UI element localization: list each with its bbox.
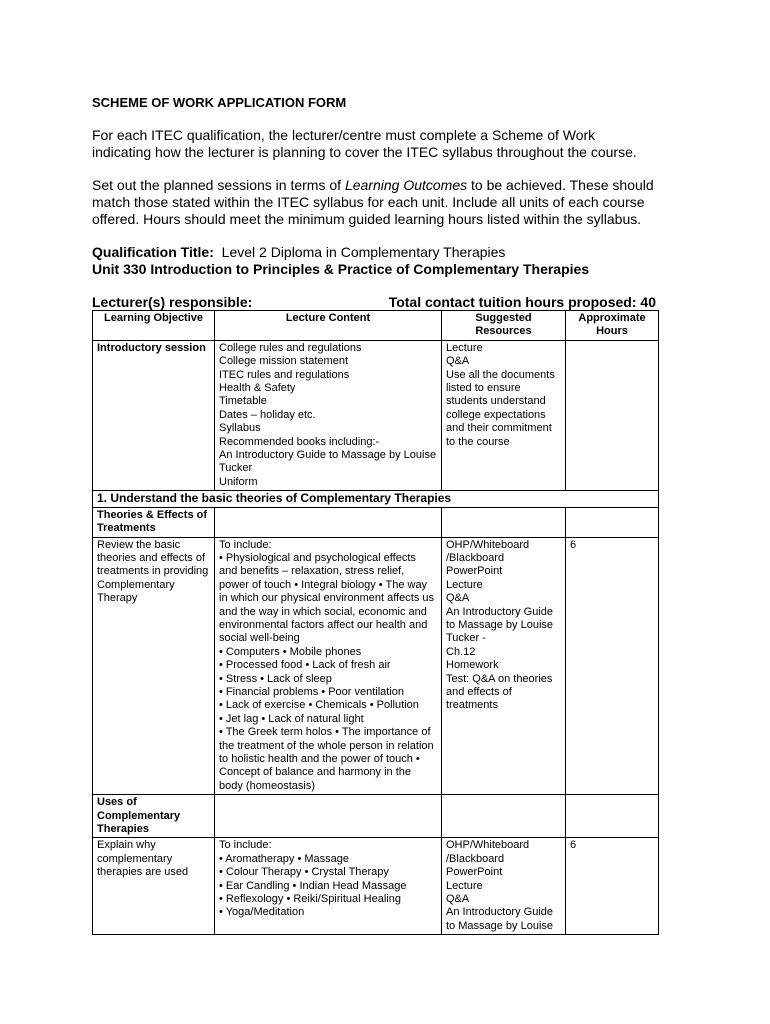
table-row [93,795,659,838]
uses-resources [442,838,566,935]
list-item: Q&A [446,592,470,605]
lecturer-label: Lecturer(s) responsible: [92,294,253,310]
list-item: • Reflexology • Reiki/Spiritual Healing [219,893,401,906]
list-item: • The Greek term holos • The importance of the treatment of the whole person in relation to holistic health and the power of touch • Concept of balance and harmony in the body (homeostasis) [219,726,434,792]
list-item: An Introductory Guide to Massage by Louise Tucker [219,449,437,475]
lecturer-line [92,294,658,310]
list-item: • Aromatherapy • Massage [219,852,349,865]
theories-objective: Review the basic theories and effects of treatments in providing Complementary Therapy [93,537,215,795]
list-item: • Lack of exercise • Chemicals • Pollution [219,699,419,712]
list-item: Q&A [446,355,470,368]
list-item: Homework [446,659,499,672]
list-item: Lecture [446,879,483,892]
header-suggested-resources: Suggested Resources [442,311,566,341]
instructions-text-b: to be achieved. These should match those stated within the ITEC syllabus for each unit. Include all units of each course offered. Hours should meet the minimum guided learning hours listed within the syllabus. [92,177,654,227]
list-item: Dates – holiday etc. [219,408,316,421]
table-row [93,838,659,935]
theories-hours: 6 [566,537,659,795]
list-item: To include: [219,538,272,551]
unit-title: Unit 330 Introduction to Principles & Practice of Complementary Therapies [92,261,590,277]
list-item: Lecture [446,341,483,354]
intro-paragraph: For each ITEC qualification, the lecturer/centre must complete a Scheme of Work indicating how the lecturer is planning to cover the ITEC syllabus throughout the course. [92,127,637,160]
qualification-value: Level 2 Diploma in Complementary Therapies [221,244,506,260]
list-item: PowerPoint [446,866,503,879]
list-item: College mission statement [219,355,349,368]
table-row [93,340,659,490]
list-item: Syllabus [219,422,261,435]
intro-hours [566,340,659,490]
form-title: SCHEME OF WORK APPLICATION FORM [92,95,347,110]
list-item: • Ear Candling • Indian Head Massage [219,879,407,892]
empty-cell [215,795,442,838]
list-item: • Stress • Lack of sleep [219,672,332,685]
empty-cell [215,507,442,537]
list-item: Lecture [446,578,483,591]
list-item: To include: [219,839,272,852]
uses-objective: Explain why complementary therapies are used [93,838,215,935]
list-item: Recommended books including:- [219,435,380,448]
list-item: • Colour Therapy • Crystal Therapy [219,866,389,879]
document-page [92,95,658,935]
uses-hours: 6 [566,838,659,935]
list-item: College rules and regulations [219,341,362,354]
list-item: OHP/Whiteboard [446,839,530,852]
list-item: Uniform [219,475,258,488]
qualification-line [92,244,658,261]
list-item: /Blackboard [446,551,505,564]
theories-heading: Theories & Effects of Treatments [93,507,215,537]
header-approximate-hours: Approximate Hours [566,311,659,341]
list-item: /Blackboard [446,852,505,865]
list-item: An Introductory Guide to Massage by Louise Tucker - [446,605,554,645]
list-item: • Processed food • Lack of fresh air [219,659,391,672]
header-learning-objective: Learning Objective [93,311,215,341]
instructions-paragraph [92,177,658,228]
list-item: • Physiological and psychological effects and benefits – relaxation, stress relief, power of touch • Integral biology • The way in which our physical environment affects us and the way in which social, economic and environmental factors affect our health and social well-being [219,551,435,645]
instructions-text-a: Set out the planned sessions in terms of [92,177,345,193]
list-item: An Introductory Guide to Massage by Louise [446,906,554,932]
uses-heading: Uses of Complementary Therapies [93,795,215,838]
list-item: OHP/Whiteboard [446,538,530,551]
list-item: • Jet lag • Lack of natural light [219,712,364,725]
theories-resources [442,537,566,795]
section-1-heading: 1. Understand the basic theories of Complementary Therapies [93,491,659,507]
hours-label: Total contact tuition hours proposed: 40 [388,294,656,310]
list-item: Timetable [219,395,267,408]
section-row [93,491,659,507]
intro-content [215,340,442,490]
list-item: Health & Safety [219,382,296,395]
intro-resources [442,340,566,490]
empty-cell [442,507,566,537]
list-item: Q&A [446,893,470,906]
list-item: • Computers • Mobile phones [219,645,362,658]
table-header-row [93,311,659,341]
empty-cell [566,507,659,537]
uses-content [215,838,442,935]
header-lecture-content: Lecture Content [215,311,442,341]
table-row [93,507,659,537]
scheme-table [92,310,659,935]
list-item: • Financial problems • Poor ventilation [219,685,405,698]
list-item: ITEC rules and regulations [219,368,350,381]
list-item: • Yoga/Meditation [219,906,305,919]
empty-cell [442,795,566,838]
intro-objective: Introductory session [93,340,215,490]
list-item: PowerPoint [446,565,503,578]
empty-cell [566,795,659,838]
list-item: Use all the documents listed to ensure students understand college expectations and their commitment to the course [446,368,555,448]
list-item: Test: Q&A on theories and effects of treatments [446,672,553,712]
list-item: Ch.12 [446,645,476,658]
theories-content [215,537,442,795]
table-row [93,537,659,795]
qualification-label: Qualification Title: [92,244,214,260]
instructions-emphasis: Learning Outcomes [344,177,468,193]
